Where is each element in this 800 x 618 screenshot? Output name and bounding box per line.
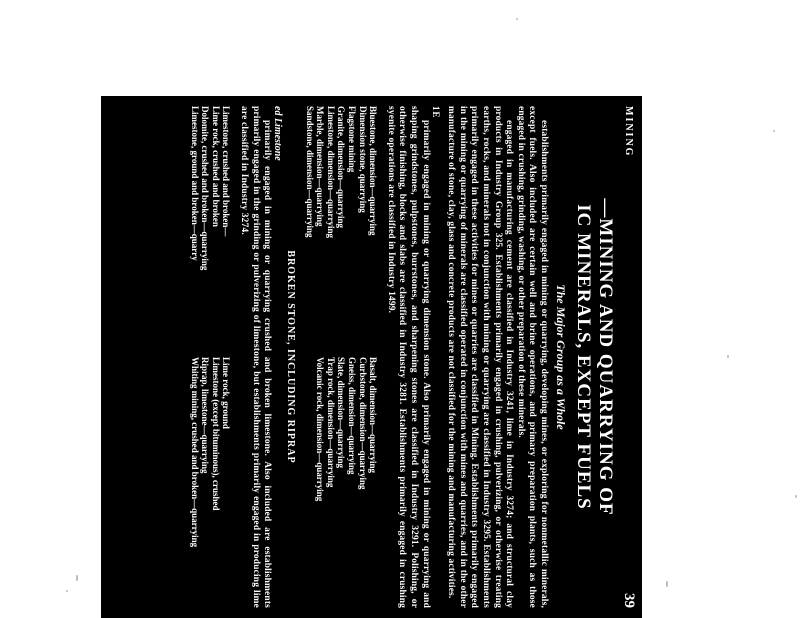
- list-item: Volcanic rock, dimension—quarrying: [315, 357, 326, 502]
- section-heading: BROKEN STONE, INCLUDING RIPRAP: [285, 250, 297, 464]
- intro-paragraph: establishments primarily engaged in mining or quarrying, developing mines, or exploring for nonmetallic minerals, except fuels. Also included are certain well and brine operations, and primary preparation plants, such as those engaged in crushing, grinding, washing, or other preparation of these minerals.: [515, 106, 549, 608]
- list-item: Dimension stone, quarrying: [357, 106, 368, 213]
- list-column-left: [304, 106, 378, 357]
- list-item: Dolomite, crushed and broken—quarrying: [200, 106, 211, 271]
- intro-paragraph: engaged in manufacturing cement are classified in Industry 3241, lime in Industry 3274; and structural clay products in Industry Group 325. Establishments primarily engaged in crushing, pulverizing, or otherwise treating earths, rocks, and minerals not in conjunction with mining or quarrying are classified in Industry 3295. Establishments primarily engaged in these activities for mines or quarries are classified in Mining. Establishments primarily engaged in the mining or quarrying of minerals are classified operated in conjunction with mines and quarries, and in the other manufacture of stone, clay, glass and concrete products are not classified for the mining and manufacturing activities.: [446, 106, 515, 608]
- list-item: Bluestone, dimension—quarrying: [368, 106, 379, 236]
- product-list: [304, 106, 378, 608]
- major-group-title: [572, 106, 616, 608]
- section-paragraph: primarily engaged in mining or quarrying crushed and broken limestone. Also included are establishments primarily engaged in the grinding or pulverizing of limestone, but establishments primarily engaged in producing lime are classified in Industry 3274.: [238, 106, 273, 608]
- page-number: 39: [621, 593, 638, 608]
- product-list: [189, 106, 231, 608]
- list-item: Flagstone mining: [347, 106, 358, 173]
- scan-speck: [516, 18, 518, 20]
- list-item: Trap rock, dimension—quarrying: [325, 357, 336, 488]
- list-item: Limestone, ground and broken—quarry: [189, 106, 200, 261]
- list-item: Lime rock, crushed and broken: [210, 106, 221, 227]
- title-line: —MINING AND QUARRYING OF: [595, 198, 616, 516]
- list-item: Curbstone, dimension—quarrying: [357, 357, 368, 490]
- scan-speck: [76, 575, 78, 581]
- running-head: [620, 106, 638, 608]
- scan-speck: [666, 581, 668, 587]
- scan-speck: [773, 130, 775, 132]
- list-item: Limestone (except bituminous), crushed: [210, 357, 221, 511]
- scanned-page: [101, 96, 642, 618]
- list-column-right: [304, 357, 378, 608]
- list-item: Limestone, dimension—quarrying: [325, 106, 336, 239]
- list-item: Lime rock, ground: [221, 357, 232, 429]
- list-item: Granite, dimension—quarrying: [336, 106, 347, 229]
- list-item: Marble, dimension—quarrying: [315, 106, 326, 227]
- running-head-title: MINING: [623, 106, 635, 158]
- list-item: Sandstone, dimension—quarrying: [304, 106, 315, 238]
- scan-speck: [66, 590, 68, 592]
- list-item: Gneiss, dimension—quarrying: [347, 357, 358, 475]
- list-item: Slate, dimension—quarrying: [336, 357, 347, 469]
- major-group-subtitle: The Major Group as a Whole: [554, 284, 568, 430]
- list-item: Basalt, dimension—quarrying: [368, 357, 379, 474]
- list-column-right: [189, 357, 231, 608]
- list-item: Limestone, crushed and broken—: [221, 106, 232, 237]
- section-paragraph: primarily engaged in mining or quarrying dimension stone. Also primarily engaged in mining or quarrying and shaping grindstones, pulpstones, burrstones, and sharpening stones are classified in Industry 3291. Polishing, or otherwise finishing, blocks and slabs are classified in Industry 3281. Establishments primarily engaged in crushing syenite operations are classified in Industry 1499.: [385, 106, 431, 608]
- list-column-left: [189, 106, 231, 357]
- title-line: IC MINERALS, EXCEPT FUELS: [573, 204, 594, 510]
- scan-speck: [795, 495, 797, 498]
- rotated-page-content: [101, 96, 642, 618]
- list-item: Whiting mining, crushed and broken—quarrying: [189, 357, 200, 548]
- section-label: 1E: [430, 106, 441, 119]
- section-subheading: ed Limestone: [272, 106, 284, 161]
- list-item: Riprap, limestone—quarrying: [200, 357, 211, 474]
- scan-speck: [727, 355, 729, 358]
